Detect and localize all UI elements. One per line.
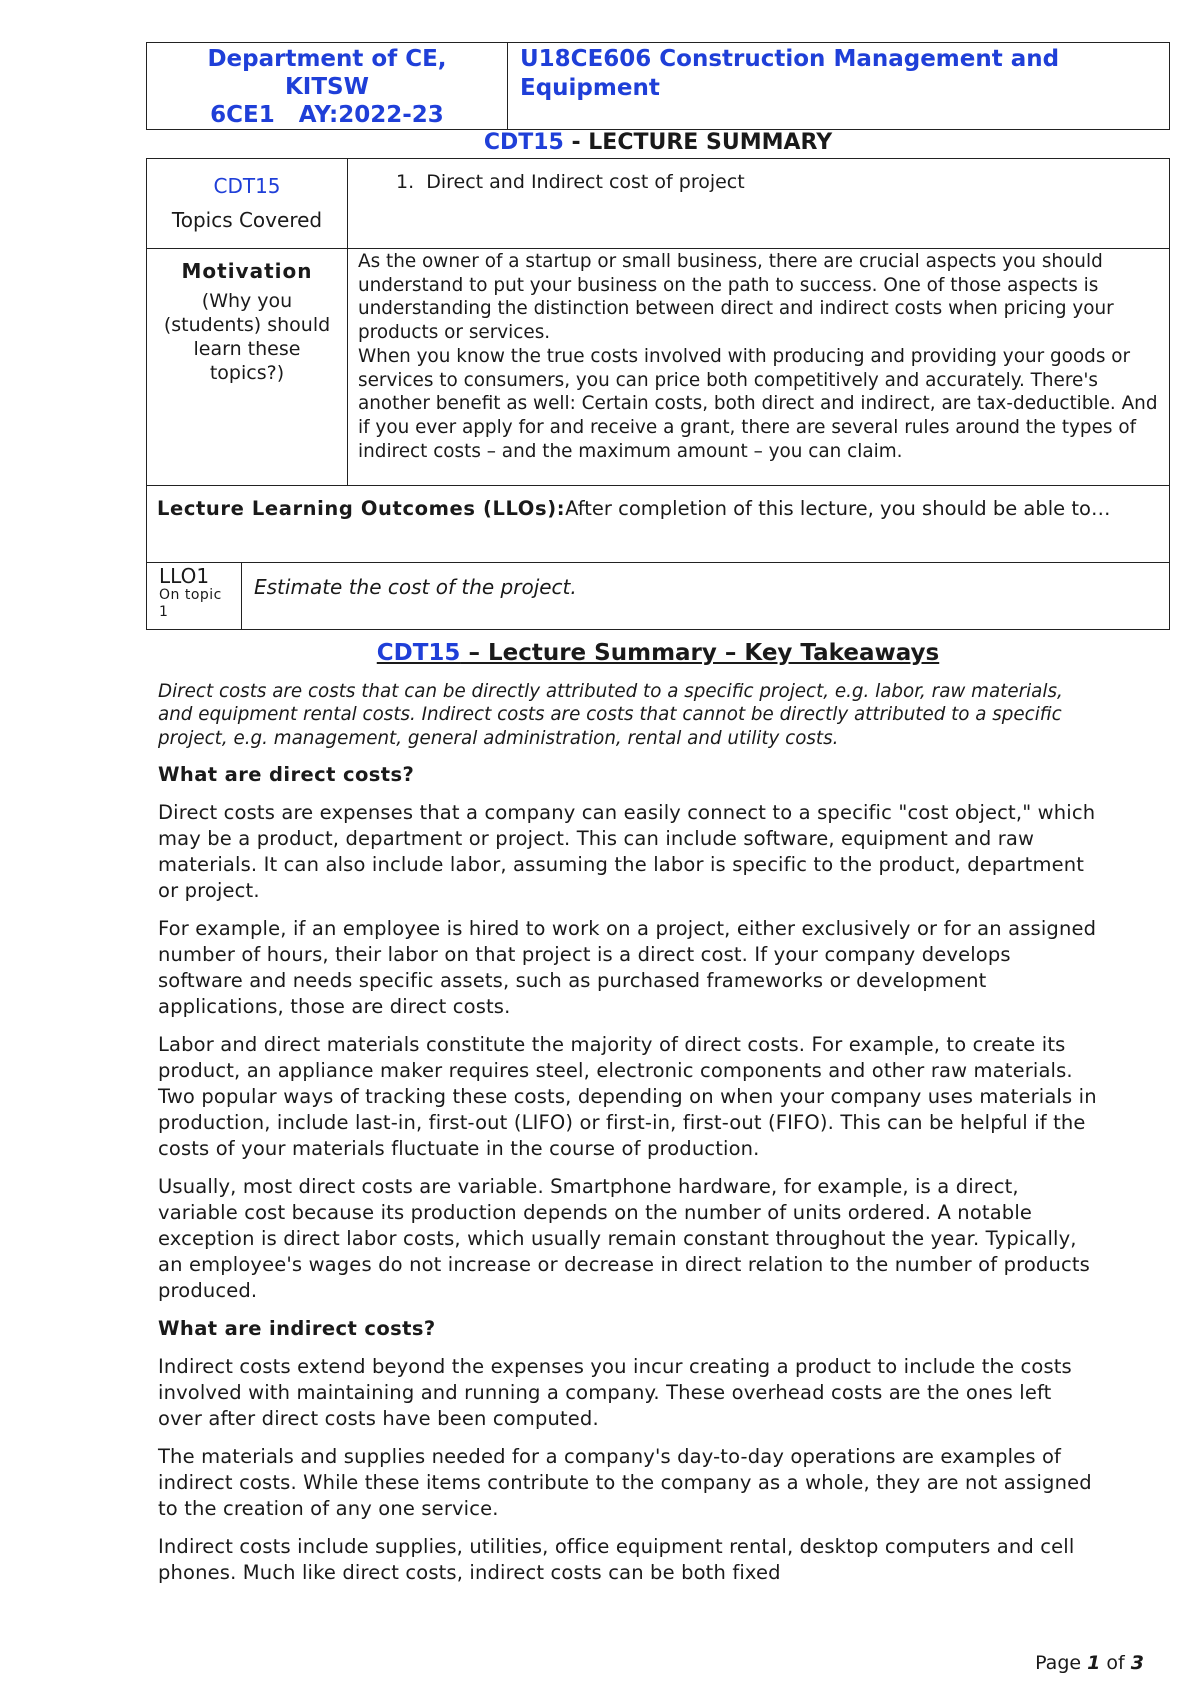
lecture-title-rest: - LECTURE SUMMARY	[563, 130, 833, 155]
motivation-row	[147, 249, 1169, 486]
topics-row	[147, 159, 1169, 249]
page-label: Page	[1035, 1652, 1088, 1674]
llo1-tag: LLO1	[159, 564, 210, 588]
indirect-paragraph-2: The materials and supplies needed for a company's day-to-day operations are examples of indirect costs. While these items contribute to the company as a whole, they are not assigned to the creation of any one service.	[158, 1445, 1092, 1521]
key-takeaways-title	[146, 638, 1170, 668]
motivation-sub-4: topics?)	[209, 362, 285, 384]
llo1-sub-1: On topic	[159, 587, 222, 603]
key-takeaways-code: CDT15	[376, 640, 461, 666]
llo-heading-rest: After completion of this lecture, you should be able to…	[565, 497, 1111, 520]
course-title-line1: U18CE606 Construction Management and	[520, 46, 1060, 72]
topic-number: 1.	[396, 171, 415, 193]
motivation-sub-1: (Why you	[201, 290, 293, 312]
topics-list	[348, 159, 1169, 248]
summary-body	[158, 680, 1098, 1598]
llo-heading	[157, 496, 1110, 562]
of-label: of	[1100, 1652, 1131, 1674]
topics-code: CDT15	[213, 174, 281, 198]
institute-name: KITSW	[284, 74, 369, 100]
intro-paragraph: Direct costs are costs that can be directly attributed to a specific project, e.g. labor, raw materials, and equipment rental costs. Indirect costs are costs that cannot be directly attributed to a specific project, e.g. management, general administration, rental and utility costs.	[158, 681, 1063, 749]
course-title-line2: Equipment	[520, 75, 660, 101]
motivation-sub-3: learn these	[193, 338, 301, 360]
lecture-summary-title	[146, 130, 1170, 156]
motivation-paragraph-2: When you know the true costs involved with producing and providing your goods or services to consumers, you can price both competitively and accurately. There's another benefit as well: Certain costs, both direct and indirect, are tax-deductible. And if you ever apply for and receive a grant, there are several rules around the types of indirect costs – and the maximum amount – you can claim.	[358, 345, 1158, 462]
section-year: 6CE1 AY:2022-23	[210, 102, 444, 128]
direct-paragraph-1: Direct costs are expenses that a company can easily connect to a specific "cost object," which may be a product, department or project. This can include software, equipment and raw materials. It can also include labor, assuming the labor is specific to the product, department or project.	[158, 801, 1096, 903]
llo1-label-cell	[147, 563, 242, 629]
motivation-label-cell	[147, 249, 348, 485]
department-cell	[147, 43, 508, 129]
course-cell	[508, 43, 1169, 129]
topics-label-cell	[147, 159, 348, 248]
header-table	[146, 42, 1170, 130]
llo1-row	[147, 563, 1169, 629]
page-total: 3	[1130, 1652, 1144, 1674]
key-takeaways-rest: – Lecture Summary – Key Takeaways	[460, 640, 940, 666]
motivation-sub-2: (students) should	[163, 314, 331, 336]
indirect-paragraph-1: Indirect costs extend beyond the expenses you incur creating a product to include the costs involved with maintaining and running a company. These overhead costs are the ones left over after direct costs have been computed.	[158, 1355, 1072, 1431]
direct-paragraph-2: For example, if an employee is hired to work on a project, either exclusively or for an assigned number of hours, their labor on that project is a direct cost. If your company develops software and needs specific assets, such as purchased frameworks or development applications, those are direct costs.	[158, 917, 1097, 1019]
page-number: 1	[1087, 1652, 1101, 1674]
lecture-code: CDT15	[483, 130, 564, 155]
direct-paragraph-4: Usually, most direct costs are variable. Smartphone hardware, for example, is a direct, variable cost because its production depends on the number of units ordered. A notable exception is direct labor costs, which usually remain constant throughout the year. Typically, an employee's wages do not increase or decrease in direct relation to the number of products produced.	[158, 1175, 1090, 1303]
indirect-paragraph-3: Indirect costs include supplies, utilities, office equipment rental, desktop computers and cell phones. Much like direct costs, indirect costs can be both fixed	[158, 1535, 1075, 1585]
llo-heading-bold: Lecture Learning Outcomes (LLOs):	[157, 497, 566, 520]
llo-heading-row	[147, 486, 1169, 563]
direct-costs-heading: What are direct costs?	[158, 763, 415, 787]
direct-paragraph-3: Labor and direct materials constitute the majority of direct costs. For example, to create its product, an appliance maker requires steel, electronic components and other raw materials. Two popular ways of tracking these costs, depending on when your company uses materials in production, include last-in, first-out (LIFO) or first-in, first-out (FIFO). This can be helpful if the costs of your materials fluctuate in the course of production.	[158, 1033, 1097, 1161]
motivation-paragraph-1: As the owner of a startup or small business, there are crucial aspects you should understand to put your business on the path to success. One of those aspects is understanding the distinction between direct and indirect costs when pricing your products or services.	[358, 251, 1114, 344]
motivation-text	[348, 249, 1169, 485]
department-name: Department of CE,	[207, 46, 447, 72]
indirect-costs-heading: What are indirect costs?	[158, 1317, 436, 1341]
topic-item: Direct and Indirect cost of project	[426, 171, 745, 193]
page-footer	[1035, 1652, 1144, 1674]
motivation-heading: Motivation	[181, 259, 313, 283]
topics-label: Topics Covered	[171, 208, 323, 232]
summary-table	[146, 158, 1170, 630]
llo1-sub-2: 1	[159, 604, 169, 620]
llo1-outcome: Estimate the cost of the project.	[254, 575, 577, 599]
